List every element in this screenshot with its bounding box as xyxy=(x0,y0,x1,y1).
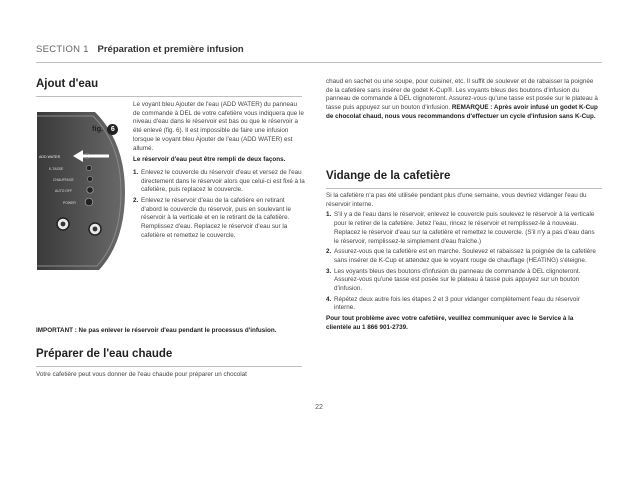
step-text: Enlevez le réservoir d'eau de la cafetière en retirant d'abord le couvercle du réservoir, puis en soulevant le réservoir à la verticale et en le retirant de la cafetière. Remplissez d'eau. Replacez le réservoir d'eau sur la cafetière et remettez le couvercle. xyxy=(141,197,291,239)
figure-number-badge: 6 xyxy=(107,124,118,135)
step-number: 1. xyxy=(133,168,139,176)
step-text: Répétez deux autre fois les étapes 2 et 3 pour vidanger complètement l'eau du réservoir interne. xyxy=(334,295,580,312)
list-item xyxy=(326,248,600,265)
section-label: SECTION 1 xyxy=(36,44,89,55)
important-note: IMPORTANT : Ne pas enlever le réservoir d'eau pendant le processus d'infusion. xyxy=(36,327,277,334)
brew-button-small-center xyxy=(61,222,66,227)
drain-steps-list xyxy=(326,211,600,313)
brew-button-large-center xyxy=(93,227,98,232)
panel-label-auto-off: AUTO OFF xyxy=(55,189,73,193)
left-heading-rule xyxy=(36,96,302,97)
figure-label: fig. xyxy=(92,124,104,133)
list-item xyxy=(326,211,600,246)
panel-body xyxy=(37,112,125,270)
page-number: 22 xyxy=(315,404,323,411)
step-number: 1. xyxy=(326,211,332,219)
hot-water-heading-rule xyxy=(36,366,302,367)
hot-water-continued xyxy=(326,78,600,122)
power-button xyxy=(85,198,93,206)
list-item xyxy=(133,197,305,241)
header-rule xyxy=(36,62,602,63)
list-item xyxy=(326,296,600,313)
heading-drain: Vidange de la cafetière xyxy=(326,170,451,182)
step-number: 2. xyxy=(133,197,139,205)
fill-steps-list xyxy=(133,169,305,241)
remarque-note: REMARQUE : Après avoir infusé un godet K-Cup de chocolat chaud, nous vous recommandons d'effectuer un cycle d'infusion sans K-Cup. xyxy=(326,104,598,120)
service-note: Pour tout problème avec votre cafetière, veuillez communiquer avec le Service à la clientèle au 1 866 901-2739. xyxy=(326,315,574,331)
figure-caption xyxy=(92,124,118,135)
panel-label-heating: CHAUFFAGE xyxy=(53,178,74,182)
heading-hot-water: Préparer de l'eau chaude xyxy=(36,348,173,360)
control-panel-illustration xyxy=(37,112,127,270)
panel-label-k-cup: K-TASSE xyxy=(49,167,64,171)
step-number: 2. xyxy=(326,248,332,256)
heading-add-water: Ajout d'eau xyxy=(36,78,99,90)
panel-label-add-water: ADD WATER xyxy=(39,155,61,159)
step-text: Les voyants bleus des boutons d'infusion du panneau de commande à DEL clignoteront. Assurez-vous qu'une tasse est posée sur le plateau à tasse puis appuyez sur un bouton d'infusion. xyxy=(334,267,581,293)
step-number: 3. xyxy=(326,267,332,275)
k-cup-led xyxy=(86,165,91,170)
step-number: 4. xyxy=(326,295,332,303)
step-text: S'il y a de l'eau dans le réservoir, enlevez le couvercle puis soulevez le réservoir à la verticale pour le retirer de la cafetière. Jetez l'eau, rincez le réservoir et remplissez-le à nouveau. Replacez le réservoir d'eau sur la cafetière et remettez le couvercle. (S'il n'y a pas d'eau dans le réservoir, remplissez-le simplement d'eau fraîche.) xyxy=(334,211,595,245)
continued-text: chaud en sachet ou une soupe, pour cuisiner, etc. Il suffit de soulever et de rabaisser la poignée de la cafetière sans insérer de godet K-Cup®. Les voyants bleus des boutons d'infusion du panneau de commande à DEL clignoteront. Assurez-vous qu'une tasse est posée sur le plateau à tasse puis appuyez sur un bouton d'infusion. xyxy=(326,78,598,112)
section-header xyxy=(36,44,244,55)
section-title: Préparation et première infusion xyxy=(97,44,244,55)
step-text: Enlevez le couvercle du réservoir d'eau et versez de l'eau directement dans le réservoir alors que celui-ci est fixé à la cafetière, puis replacez le couvercle. xyxy=(141,168,305,194)
two-ways-note: Le réservoir d'eau peut être rempli de deux façons. xyxy=(133,156,286,164)
auto-off-button xyxy=(87,187,93,193)
intro-text: Le voyant bleu Ajouter de l'eau (ADD WATER) du panneau de commande à DEL de votre cafetière vous indiquera que le niveau d'eau dans le réservoir est bas ou que le réservoir a été enlevé (fig. 6). Il est impossible de faire une infusion lorsque le voyant bleu Ajouter de l'eau (ADD WATER) est allumé. xyxy=(133,101,304,152)
drain-heading-rule xyxy=(326,188,602,189)
panel-label-power: POWER xyxy=(63,201,76,205)
drain-intro: Si la cafetière n'a pas été utilisée pendant plus d'une semaine, vous devriez vidanger l'eau du réservoir interne. xyxy=(326,192,587,208)
drain-section xyxy=(326,192,600,333)
list-item xyxy=(326,268,600,294)
hot-water-text: Votre cafetière peut vous donner de l'eau chaude pour préparer un chocolat xyxy=(36,371,247,378)
list-item xyxy=(133,169,305,195)
step-text: Assurez-vous que la cafetière est en marche. Soulevez et rabaissez la poignée de la cafetière sans insérer de K-Cup et attendez que le voyant rouge de chauffage (HEATING) s'éteigne. xyxy=(334,248,596,264)
heating-led xyxy=(87,176,92,181)
add-water-intro xyxy=(133,101,305,243)
